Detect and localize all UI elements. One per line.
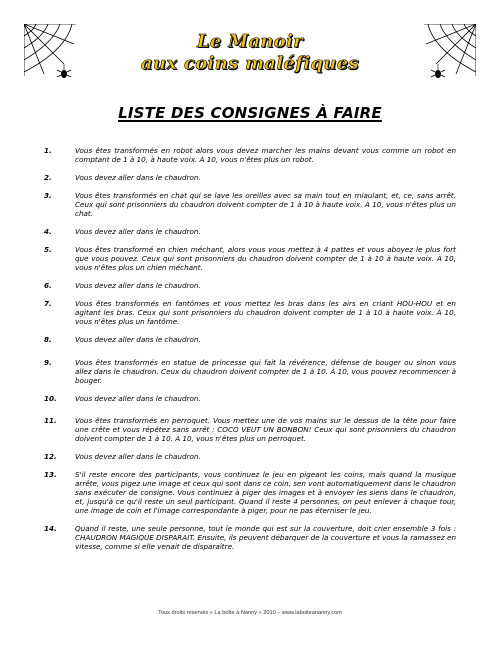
item-number: 2. <box>44 173 52 182</box>
list-item <box>44 281 456 290</box>
item-text: S'il reste encore des participants, vous continuez le jeu en pigeant les coins, mais quand la musique arrête, vous pigez une image et ceux qui sont dans ce coin, sen vont automatiquement dans le chaudron sans exécuter de consigne. Vous continuez à piger des images et à envoyer les siens dans le chaudron, et, jusqu'à ce qu'il reste un seul participant. Quand il reste 4 personnes, on peut enlever à chaque tour, une image de coin et l'image correspondante à piger, pour ne pas éterniser le jeu. <box>75 470 456 515</box>
list-item <box>44 245 456 272</box>
copyright-footer: Tous droits réservés « La boîte à Nanny » 2010 – www.laboiteananny.com <box>158 610 342 616</box>
item-text: Vous êtes transformés en statue de princesse qui fait la révérence, défense de bouger ou sinon vous allez dans le chaudron. Ceux du chaudron doivent compter de 1 à 10. À 10, vous pouvez recommencer à bouger. <box>75 358 456 385</box>
item-text: Vous êtes transformés en chat qui se lave les oreilles avec sa main tout en miaulant, et, ce, sans arrêt. Ceux qui sont prisonniers du chaudron doivent compter de 1 à 10 à haute voix. À 10, vous n'êtes plus un chat. <box>75 191 456 218</box>
brand-line-2: aux coins maléfiques <box>141 53 359 74</box>
item-number: 10. <box>44 394 57 403</box>
list-item <box>44 470 456 515</box>
list-item <box>44 299 456 326</box>
list-item <box>44 173 456 182</box>
item-number: 3. <box>44 191 52 200</box>
spider-web-left-icon <box>24 24 76 80</box>
item-text: Vous devez aller dans le chaudron. <box>75 173 201 182</box>
page-title: LISTE DES CONSIGNES À FAIRE <box>118 104 382 122</box>
list-item <box>44 358 456 385</box>
item-number: 11. <box>44 416 57 425</box>
item-number: 5. <box>44 245 52 254</box>
item-number: 6. <box>44 281 52 290</box>
item-text: Vous devez aller dans le chaudron. <box>75 452 201 461</box>
list-item <box>44 191 456 218</box>
list-item <box>44 335 456 344</box>
item-text: Vous devez aller dans le chaudron. <box>75 227 201 236</box>
item-text: Vous êtes transformés en perroquet. Vous mettez une de vos mains sur le dessus de la tête pour faire une crête et vous répétez sans arrêt : COCO VEUT UN BONBON! Ceux qui sont prisonniers du chaudron doivent compter de 1 à 10. À 10, vous n'êtes plus un perroquet. <box>75 416 456 443</box>
item-text: Vous êtes transformés en robot alors vous devez marcher les mains devant vous comme un robot en comptant de 1 à 10, à haute voix. À 10, vous n'êtes plus un robot. <box>75 146 456 164</box>
item-number: 7. <box>44 299 52 308</box>
list-item <box>44 524 456 551</box>
item-number: 8. <box>44 335 52 344</box>
list-item <box>44 394 456 403</box>
item-number: 1. <box>44 146 52 155</box>
item-text: Vous devez aller dans le chaudron. <box>75 281 201 290</box>
item-text: Vous êtes transformés en fantômes et vous mettez les bras dans les airs en criant HOU-HOU et en agitant les bras. Ceux qui sont prisonniers du chaudron doivent compter de 1 à 10 à haute voix. À 10, vous n'êtes plus un fantôme. <box>75 299 456 326</box>
item-text: Vous devez aller dans le chaudron. <box>75 335 201 344</box>
brand-logo <box>120 31 380 75</box>
list-item <box>44 227 456 236</box>
item-number: 9. <box>44 358 52 367</box>
list-item <box>44 146 456 164</box>
item-number: 14. <box>44 524 57 533</box>
consignes-list <box>44 146 456 551</box>
item-number: 4. <box>44 227 52 236</box>
item-number: 12. <box>44 452 57 461</box>
brand-line-1: Le Manoir <box>196 31 304 52</box>
list-item <box>44 416 456 443</box>
item-text: Vous devez aller dans le chaudron. <box>75 394 201 403</box>
item-text: Quand il reste, une seule personne, tout le monde qui est sur la couverture, doit crier ensemble 3 fois : CHAUDRON MAGIQUE DISPARAIT. Ensuite, ils peuvent débarquer de la couverture et vous la ramassez en vitesse, comme si elle venait de disparaître. <box>75 524 456 551</box>
item-number: 13. <box>44 470 57 479</box>
spider-web-right-icon <box>424 24 476 80</box>
list-item <box>44 452 456 461</box>
item-text: Vous êtes transformé en chien méchant, alors vous vous mettez à 4 pattes et vous aboyez le plus fort que vous pouvez. Ceux qui sont prisonniers du chaudron doivent compter de 1 à 10 à haute voix. À 10, vous n'êtes plus un chien méchant. <box>75 245 456 272</box>
